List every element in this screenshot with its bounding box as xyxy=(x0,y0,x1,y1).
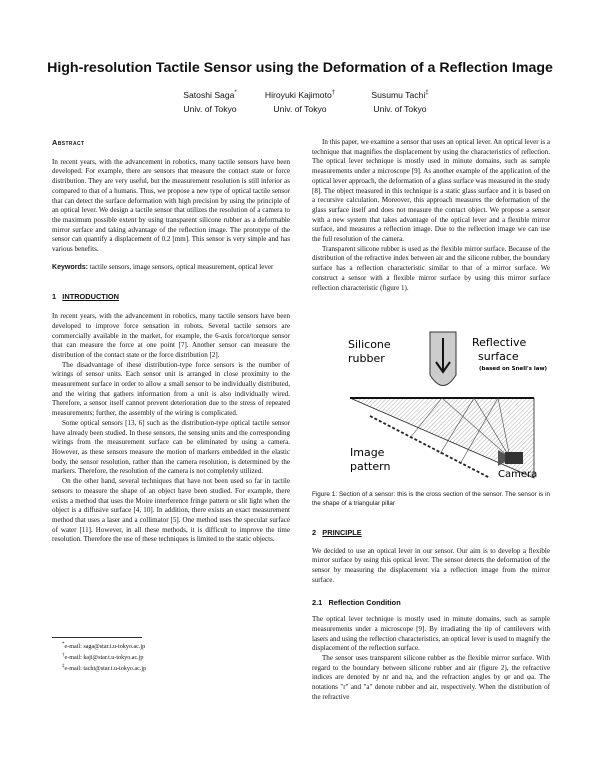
keywords xyxy=(52,263,290,273)
section-title: PRINCIPLE xyxy=(322,528,362,537)
author-3 xyxy=(340,86,460,116)
figure-1 xyxy=(340,330,558,480)
label-pattern: pattern xyxy=(350,460,391,473)
footnote-rule xyxy=(52,637,142,638)
right-column-top xyxy=(312,138,550,293)
section-number: 2 xyxy=(312,528,317,537)
author-affiliation: Univ. of Tokyo xyxy=(373,103,427,114)
paragraph: The sensor uses transparent silicone rubber as the flexible mirror surface. With regard to the boundary between silicone rubber and air (figure 2), the refractive indices are denoted by nr and na, and the refraction angles by φr and φa. The notations "r" and "a" denote rubber and air, respectively. When the distribution of the refractive xyxy=(312,654,550,701)
footnote-text: e-mail: tachi@star.t.u-tokyo.ac.jp xyxy=(64,666,147,673)
paper-title: High-resolution Tactile Sensor using the Deformation of a Reflection Image xyxy=(47,60,553,76)
author-affiliation: Univ. of Tokyo xyxy=(183,103,237,114)
section-title: Reflection Condition xyxy=(328,597,401,607)
paragraph: In recent years, with the advancement in robotics, many tactile sensors have been developed to improve force sensation in robots. Several tactile sensors are commercially available in the market, for example, the 6-axis force/torque sensor that can measure the force at one point [7]. Another sensor can measure the distribution of the contact state or the force distribution [2]. xyxy=(52,312,290,359)
label-surface: surface xyxy=(478,350,519,363)
keywords-text: tactile sensors, image sensors, optical measurement, optical lever xyxy=(89,262,274,271)
paragraph: We decided to use an optical lever in our sensor. Our aim is to develop a flexible mirror surface by using this optical lever. The sensor detects the deformation of the sensor by measuring the displacement via a reflection image from the mirror surface. xyxy=(312,546,550,584)
section-number: 1 xyxy=(52,292,57,302)
camera-icon xyxy=(505,452,523,464)
paragraph: Transparent silicone rubber is used as the flexible mirror surface. Because of the distribution of the refractive index between air and the silicone rubber, the boundary surface has a reflection characteristic similar to that of a mirror surface. We construct a sensor with a flexible mirror surface by using this mirror surface reflection characteristic (figure 1). xyxy=(312,244,550,292)
figure-1-caption: Figure 1: Section of a sensor: this is the cross section of the sensor. The sensor is in the shape of a triangular pillar xyxy=(312,491,550,507)
author-name: Hiroyuki Kajimoto xyxy=(264,89,332,100)
footnote-text: e-mail: saga@star.t.u-tokyo.ac.jp xyxy=(64,644,146,651)
label-silicone: Silicone xyxy=(348,338,391,351)
sensor-diagram xyxy=(340,330,558,480)
label-camera: Camera xyxy=(498,469,538,480)
abstract-heading: Abstract xyxy=(52,138,85,147)
section-2-heading xyxy=(312,528,550,538)
author-mark: * xyxy=(234,90,237,96)
author-mark: ‡ xyxy=(425,90,429,96)
section-title: INTRODUCTION xyxy=(62,292,119,302)
label-image: Image xyxy=(350,446,385,459)
author-name: Susumu Tachi xyxy=(371,89,426,100)
section-number: 2.1 xyxy=(312,597,323,607)
footnotes xyxy=(52,640,290,673)
section-2-1-heading xyxy=(312,598,550,608)
label-reflective: Reflective xyxy=(472,336,527,349)
left-column xyxy=(52,138,290,545)
paragraph: On the other hand, several techniques that have not been used so far in tactile sensors to measure the shape of an object have been studied. For example, there exists a method that uses the Moire interference fringe pattern or slit light when the object is a diffusive surface [4, 10]. In addition, there exists an exact measurement method that uses a laser and a collimator [5]. One method uses the specular surface of water [11]. However, in all these methods, it is difficult to improve the time resolution. Therefore the use of these techniques is limited to the static objects. xyxy=(52,477,290,544)
author-affiliation: Univ. of Tokyo xyxy=(273,103,327,114)
author-mark: † xyxy=(331,90,336,96)
paragraph: Some optical sensors [13, 6] such as the distribution-type optical tactile sensor have already been studied. In these sensors, the sensing units and the corresponding wirings from the measurement surface can be eliminated by using a camera. However, as these sensors measure the motion of markers embedded in the elastic body, the sensor resolution, rather than the camera resolution, is determined by the markers. Therefore, the resolution of the camera is not completely utilized. xyxy=(52,418,290,476)
label-rubber: rubber xyxy=(348,352,385,365)
footnote-text: e-mail: kaji@star.t.u-tokyo.ac.jp xyxy=(64,655,144,662)
label-snell: (based on Snell's law) xyxy=(479,366,548,372)
author-name: Satoshi Saga xyxy=(183,89,235,100)
paragraph: The disadvantage of these distribution-type force sensors is the number of wirings of sensor units. Each sensor unit is arranged in close proximity to the measurement surface in order to allow a small sensor to be individually distributed, and the wiring that gathers information from a unit is also individually wired. Therefore, a sensor itself cannot prevent deterioration due to the stress of repeated measurements; further, the assembly of the wiring is complicated. xyxy=(52,360,290,418)
footnote-mark: † xyxy=(62,652,65,659)
footnote xyxy=(62,662,290,673)
right-column-bottom xyxy=(312,490,550,703)
keywords-label: Keywords: xyxy=(52,263,89,271)
abstract-text: In recent years, with the advancement in robotics, many tactile sensors have been developed. For example, there are sensors that measure the contact state or force distribution. They are very useful, but the measurement resolution is still inferior as compared to that of a humans. Thus, we propose a new type of optical tactile sensor that can detect the surface deformation with high precision by using the principle of an optical lever. We design a tactile sensor that utilizes the resolution of a camera to the maximum possible extent by using transparent silicone rubber as a deformable mirror surface and taking advantage of the reflection image. The prototype of the sensor can quantify a displacement of 0.2 [mm]. This sensor is very simple and has various benefits. xyxy=(52,157,290,254)
footnote xyxy=(62,640,290,651)
footnote-mark: * xyxy=(62,641,65,647)
paragraph: The optical lever technique is mostly used in minute domains, such as sample measurements under a microscope [9]. By irradiating the tip of cantilevers with lasers and using the reflection characteristics, an optical lever is used to magnify the displacement of the reflection surface. xyxy=(312,615,550,653)
paragraph: In this paper, we examine a sensor that uses an optical lever. An optical lever is a technique that magnifies the displacement by using the characteristics of reflection. The optical lever technique is mostly used in minute domains, such as sample measurements under a microscope [9]. As another example of the application of the optical lever approach, the deformation of a glass surface was measured in the study [8]. The object measured in this technique is a static glass surface and it is based on a recursive calculation. Moreover, this approach measures the deformation of the glass surface itself and does not measure the contact object. We propose a sensor with a new system that takes advantage of the optical lever and a flexible mirror surface, and measures a reflection image. Due to the reflection image we can use the full resolution of the camera. xyxy=(312,138,550,244)
footnote xyxy=(62,651,290,662)
section-1-heading xyxy=(52,292,290,302)
footnote-mark: ‡ xyxy=(62,663,65,670)
